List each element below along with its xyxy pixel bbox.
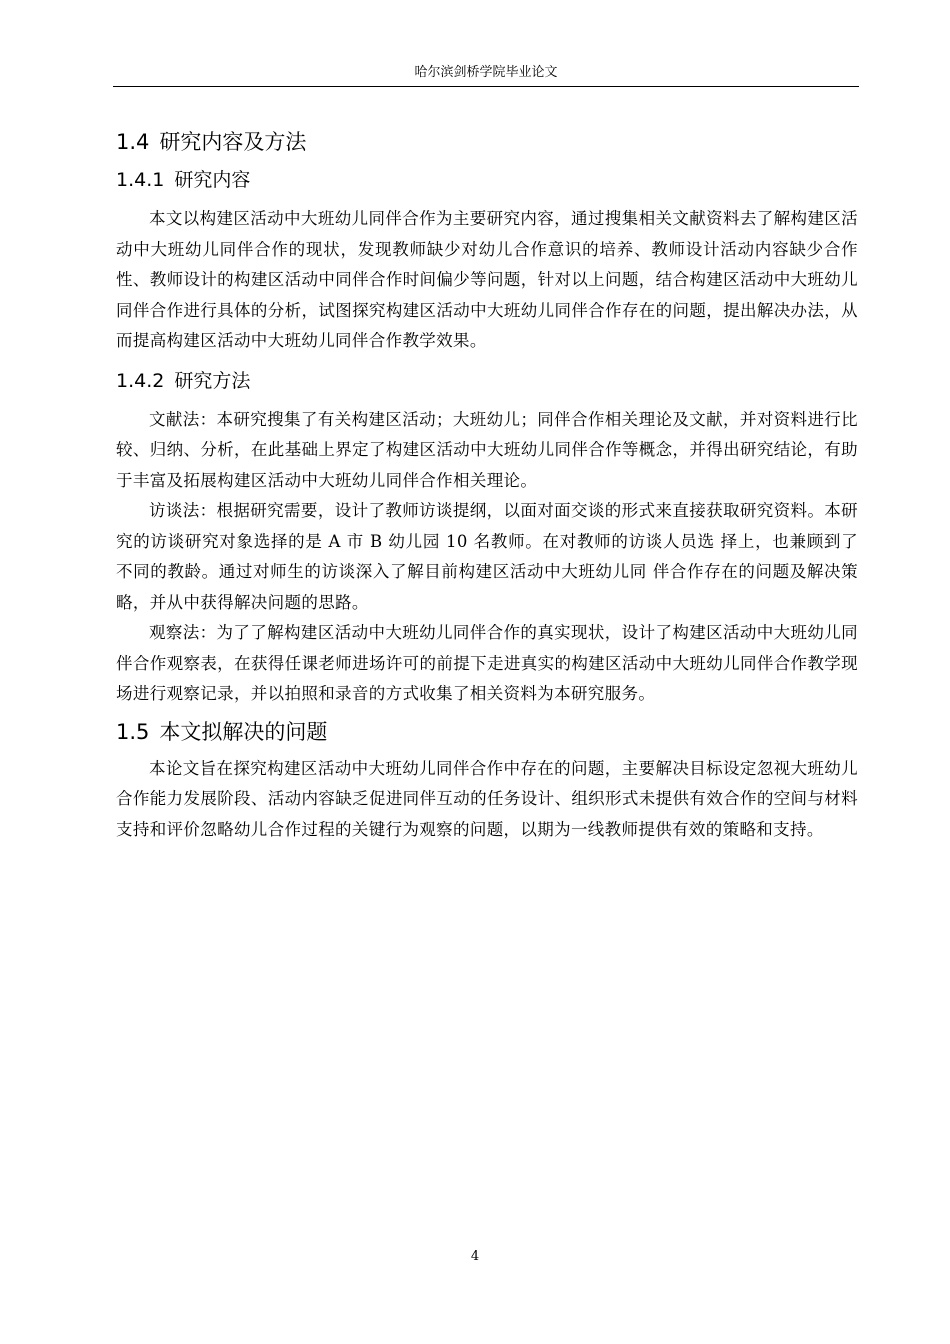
paragraph-problems-to-solve: 本论文旨在探究构建区活动中大班幼儿同伴合作中存在的问题，主要解决目标设定忽视大班幼儿合作能力发展阶段、活动内容缺乏促进同伴互动的任务设计、组织形式未提供有效合作的空间与材料支持和评价忽略幼儿合作过程的关键行为观察的问题，以期为一线教师提供有效的策略和支持。: [116, 758, 858, 839]
paragraph-interview-method: 访谈法：根据研究需要，设计了教师访谈提纲，以面对面交谈的形式来直接获取研究资料。本研究的访谈研究对象选择的是 A 市 B 幼儿园 10 名教师。在对教师的访谈人员选 择上，也兼顾到了不同的教龄。通过对师生的访谈深入了解目前构建区活动中大班幼儿同 伴合作存在的问题及解决策略，并从中获得解决问题的思路。: [116, 501, 858, 612]
subsection-number: 1.4.2: [116, 369, 165, 392]
section-number: 1.4: [116, 130, 150, 154]
paragraph-research-content: 本文以构建区活动中大班幼儿同伴合作为主要研究内容，通过搜集相关文献资料去了解构建区活动中大班幼儿同伴合作的现状，发现教师缺少对幼儿合作意识的培养、教师设计活动内容缺少合作性、教师设计的构建区活动中同伴合作时间偏少等问题，针对以上问题，结合构建区活动中大班幼儿同伴合作进行具体的分析，试图探究构建区活动中大班幼儿同伴合作存在的问题，提出解决办法，从而提高构建区活动中大班幼儿同伴合作教学效果。: [116, 209, 858, 350]
subsection-heading-1-4-2: [116, 363, 858, 399]
paragraph-observation-method: 观察法：为了了解构建区活动中大班幼儿同伴合作的真实现状，设计了构建区活动中大班幼儿同伴合作观察表，在获得任课老师进场许可的前提下走进真实的构建区活动中大班幼儿同伴合作教学现场进行观察记录，并以拍照和录音的方式收集了相关资料为本研究服务。: [116, 623, 858, 703]
header-divider: [113, 86, 859, 87]
section-title: 研究内容及方法: [159, 130, 307, 154]
section-heading-1-5: [116, 712, 858, 752]
page-number: 4: [470, 1249, 480, 1264]
subsection-number: 1.4.1: [116, 169, 165, 191]
paragraph-literature-method: 文献法：本研究搜集了有关构建区活动；大班幼儿；同伴合作相关理论及文献，并对资料进行比较、归纳、分析，在此基础上界定了构建区活动中大班幼儿同伴合作等概念，并得出研究结论，有助于丰富及拓展构建区活动中大班幼儿同伴合作相关理论。: [116, 409, 858, 490]
section-title: 本文拟解决的问题: [159, 719, 328, 744]
section-number: 1.5: [116, 719, 150, 744]
section-heading-1-4: [116, 122, 858, 162]
running-header: 哈尔滨剑桥学院毕业论文: [414, 65, 558, 80]
subsection-heading-1-4-1: [116, 162, 858, 198]
page-body: [116, 118, 858, 845]
subsection-title: 研究方法: [174, 369, 251, 392]
subsection-title: 研究内容: [174, 169, 251, 191]
